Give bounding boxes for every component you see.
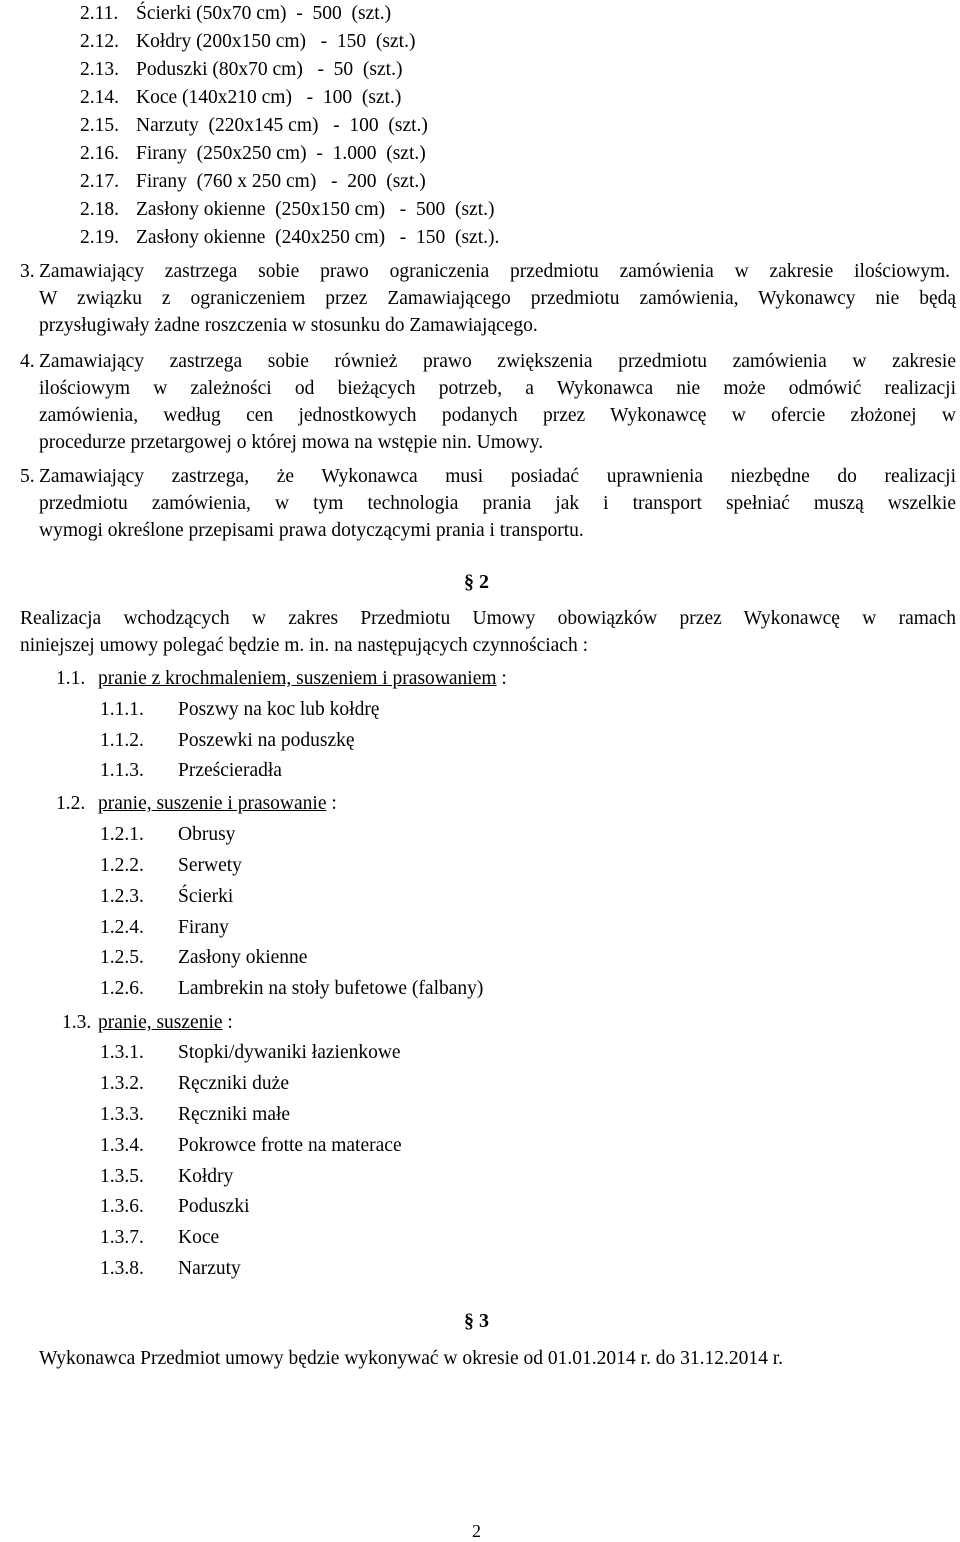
item-text: Narzuty [178, 1258, 241, 1279]
list-item [80, 143, 426, 165]
group-title-suffix: : [326, 793, 337, 814]
list-item [80, 171, 426, 193]
list-item [100, 855, 242, 877]
item-number: 1.3.8. [100, 1258, 144, 1279]
item-text: Zasłony okienne (250x150 cm) - 500 (szt.) [136, 199, 495, 220]
item-text: Narzuty (220x145 cm) - 100 (szt.) [136, 115, 428, 136]
item-text: Koce [178, 1227, 220, 1248]
paragraph-line: W związku z ograniczeniem przez Zamawiającego przedmiotu zamówienia, Wykonawcy nie będą [39, 288, 956, 309]
list-item [100, 824, 236, 846]
list-item [100, 917, 229, 939]
group-title: pranie, suszenie i prasowanie [98, 793, 327, 814]
item-number: 1.3.7. [100, 1227, 144, 1248]
item-number: 1.3.6. [100, 1196, 144, 1217]
list-item [100, 1196, 250, 1218]
item-text: Firany [178, 917, 229, 938]
list-item [80, 87, 402, 109]
paragraph-line: Zamawiający zastrzega, że Wykonawca musi posiadać uprawnienia niezbędne do realizacji [39, 466, 956, 487]
list-item [100, 1073, 289, 1095]
item-text: Ręczniki małe [178, 1104, 291, 1125]
item-text: Kołdry (200x150 cm) - 150 (szt.) [136, 31, 416, 52]
item-text: Pokrowce frotte na materace [178, 1135, 402, 1156]
item-text: Poduszki (80x70 cm) - 50 (szt.) [136, 59, 403, 80]
item-number: 2.17. [80, 171, 119, 192]
group-title: pranie z krochmaleniem, suszeniem i prasowaniem [98, 668, 497, 689]
item-text: Ścierki [178, 886, 234, 907]
list-item [100, 699, 380, 721]
group-title-suffix: : [496, 668, 507, 689]
item-number: 1.1.1. [100, 699, 144, 720]
page-number: 2 [472, 1521, 481, 1541]
list-item [100, 947, 308, 969]
paragraph-line: wymogi określone przepisami prawa dotyczącymi prania i transportu. [39, 520, 584, 541]
item-number: 1.3.5. [100, 1166, 144, 1187]
group-heading [62, 1012, 233, 1034]
paragraph-line: procedurze przetargowej o której mowa na wstępie nin. Umowy. [39, 432, 544, 453]
item-text: Lambrekin na stoły bufetowe (falbany) [178, 978, 484, 999]
paragraph-line: przedmiotu zamówienia, w tym technologia prania jak i transport spełniać muszą wszelkie [39, 493, 956, 514]
item-number: 1.3.1. [100, 1042, 144, 1063]
paragraph-line: ilościowym w zależności od bieżących potrzeb, a Wykonawca nie może odmówić realizacji [39, 378, 956, 399]
group-number: 1.3. [62, 1012, 92, 1033]
item-number: 1.2.3. [100, 886, 144, 907]
paragraph-line: Zamawiający zastrzega sobie również prawo zwiększenia przedmiotu zamówienia w zakresie [39, 351, 956, 372]
item-number: 2.18. [80, 199, 119, 220]
list-item [80, 3, 392, 25]
item-number: 2.15. [80, 115, 119, 136]
list-item [100, 978, 484, 1000]
list-item [100, 886, 234, 908]
group-title: pranie, suszenie [98, 1012, 223, 1033]
item-text: Ręczniki duże [178, 1073, 289, 1094]
paragraph-number: 4. [20, 351, 35, 372]
paragraph-line: przysługiwały żadne roszczenia w stosunku do Zamawiającego. [39, 315, 538, 336]
item-number: 2.13. [80, 59, 119, 80]
group-heading [56, 793, 337, 815]
list-item [80, 115, 428, 137]
item-number: 2.19. [80, 227, 119, 248]
paragraph-number: 5. [20, 466, 35, 487]
paragraph-line: Zamawiający zastrzega sobie prawo ograniczenia przedmiotu zamówienia w zakresie ilościowym. [39, 261, 950, 282]
item-text: Poduszki [178, 1196, 250, 1217]
item-number: 1.1.3. [100, 760, 144, 781]
item-number: 1.2.6. [100, 978, 144, 999]
item-text: Serwety [178, 855, 242, 876]
item-text: Ścierki (50x70 cm) - 500 (szt.) [136, 3, 392, 24]
paragraph-number: 3. [20, 261, 35, 282]
section-2-heading: § 2 [464, 571, 489, 593]
item-number: 2.14. [80, 87, 119, 108]
list-item [80, 227, 500, 249]
item-number: 2.16. [80, 143, 119, 164]
item-number: 2.11. [80, 3, 119, 24]
item-text: Poszwy na koc lub kołdrę [178, 699, 380, 720]
item-text: Firany (250x250 cm) - 1.000 (szt.) [136, 143, 426, 164]
item-text: Stopki/dywaniki łazienkowe [178, 1042, 401, 1063]
item-number: 1.1.2. [100, 730, 144, 751]
list-item [100, 1104, 291, 1126]
item-text: Zasłony okienne [178, 947, 308, 968]
intro-line: Realizacja wchodzących w zakres Przedmiotu Umowy obowiązków przez Wykonawcę w ramach [20, 608, 956, 629]
item-number: 1.2.4. [100, 917, 144, 938]
item-number: 1.3.2. [100, 1073, 144, 1094]
item-number: 1.2.2. [100, 855, 144, 876]
list-item [80, 31, 416, 53]
item-number: 1.3.4. [100, 1135, 144, 1156]
item-text: Koce (140x210 cm) - 100 (szt.) [136, 87, 402, 108]
list-item [100, 1227, 220, 1249]
paragraph-line: zamówienia, według cen jednostkowych podanych przez Wykonawcę w ofercie złożonej w [39, 405, 956, 426]
item-text: Prześcieradła [178, 760, 282, 781]
list-item [80, 199, 495, 221]
item-text: Kołdry [178, 1166, 234, 1187]
list-item [100, 1166, 234, 1188]
item-text: Obrusy [178, 824, 236, 845]
list-item [100, 1258, 241, 1280]
list-item [100, 760, 282, 782]
section-3-heading: § 3 [464, 1310, 489, 1332]
group-title-suffix: : [222, 1012, 233, 1033]
group-number: 1.2. [56, 793, 86, 814]
item-number: 2.12. [80, 31, 119, 52]
list-item [100, 1135, 402, 1157]
section-3-text: Wykonawca Przedmiot umowy będzie wykonywać w okresie od 01.01.2014 r. do 31.12.2014 r. [39, 1348, 784, 1369]
list-item [100, 730, 355, 752]
item-text: Firany (760 x 250 cm) - 200 (szt.) [136, 171, 426, 192]
item-text: Zasłony okienne (240x250 cm) - 150 (szt.). [136, 227, 500, 248]
list-item [100, 1042, 401, 1064]
item-text: Poszewki na poduszkę [178, 730, 355, 751]
list-item [80, 59, 403, 81]
group-heading [56, 668, 507, 690]
group-number: 1.1. [56, 668, 86, 689]
item-number: 1.3.3. [100, 1104, 144, 1125]
item-number: 1.2.5. [100, 947, 144, 968]
item-number: 1.2.1. [100, 824, 144, 845]
intro-line: niniejszej umowy polegać będzie m. in. na następujących czynnościach : [20, 635, 589, 656]
